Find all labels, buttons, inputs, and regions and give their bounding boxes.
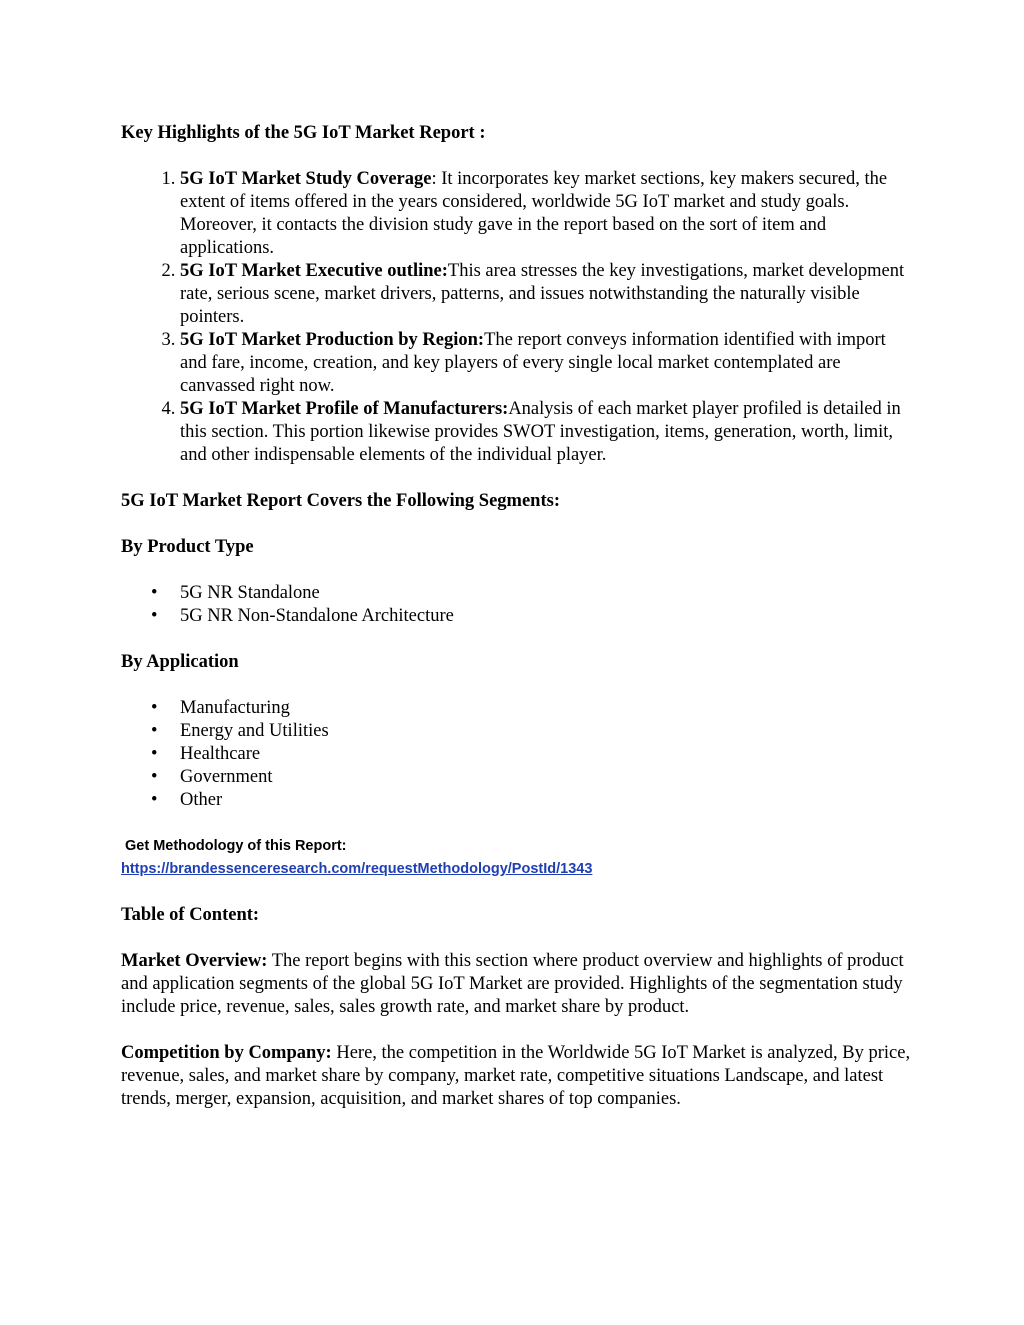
item-title: 5G IoT Market Production by Region: [180, 330, 485, 350]
product-type-heading: By Product Type [121, 537, 254, 557]
item-title: 5G IoT Market Executive outline: [180, 261, 448, 281]
methodology-label: Get Methodology of this Report: [125, 838, 347, 854]
competition-paragraph [121, 1042, 911, 1111]
competition-text: Here, the competition in the Worldwide 5G IoT Market is analyzed, By price, revenue, sales, and market share by company, market rate, competitive situations Landscape, and latest trends, merger, expansion, acquisition, and market shares of top companies. [121, 1043, 911, 1109]
item-text: Analysis of each market player profiled is detailed in this section. This portion likewise provides SWOT investigation, items, generation, worth, limit, and other indispensable elements of the individual player. [180, 399, 901, 465]
application-heading: By Application [121, 652, 239, 672]
product-type-list [121, 582, 911, 628]
list-item [180, 398, 911, 467]
list-item: • Government [180, 766, 911, 789]
item-text: This area stresses the key investigations, market development rate, serious scene, market drivers, patterns, and issues notwithstanding the naturally visible pointers. [180, 261, 905, 327]
list-item: • Healthcare [180, 743, 911, 766]
item-title: 5G IoT Market Profile of Manufacturers: [180, 399, 509, 419]
list-item: • Energy and Utilities [180, 720, 911, 743]
market-overview-paragraph [121, 950, 911, 1019]
highlights-heading: Key Highlights of the 5G IoT Market Report : [121, 123, 486, 143]
methodology-block [121, 835, 911, 881]
list-item: • 5G NR Standalone [180, 582, 911, 605]
item-text: : It incorporates key market sections, key makers secured, the extent of items offered in the years considered, worldwide 5G IoT market and study goals. Moreover, it contacts the division study gave in the report based on the sort of item and applications. [180, 169, 888, 258]
list-item [180, 168, 911, 260]
list-item: • Other [180, 789, 911, 812]
methodology-link[interactable]: https://brandessenceresearch.com/requestMethodology/PostId/1343 [121, 861, 593, 877]
list-item [180, 329, 911, 398]
list-item: • 5G NR Non-Standalone Architecture [180, 605, 911, 628]
market-overview-text: The report begins with this section where product overview and highlights of product and application segments of the global 5G IoT Market are provided. Highlights of the segmentation study include price, revenue, sales, sales growth rate, and market share by product. [121, 951, 904, 1017]
list-item: • Manufacturing [180, 697, 911, 720]
item-text: The report conveys information identified with import and fare, income, creation, and key players of every single local market contemplated are canvassed right now. [180, 330, 886, 396]
list-item [180, 260, 911, 329]
document-body [121, 122, 911, 1111]
application-list [121, 697, 911, 812]
market-overview-title: Market Overview: [121, 951, 268, 971]
segments-heading: 5G IoT Market Report Covers the Following Segments: [121, 491, 560, 511]
competition-title: Competition by Company: [121, 1043, 332, 1063]
item-title: 5G IoT Market Study Coverage [180, 169, 432, 189]
highlights-list [121, 168, 911, 467]
toc-heading: Table of Content: [121, 905, 260, 925]
